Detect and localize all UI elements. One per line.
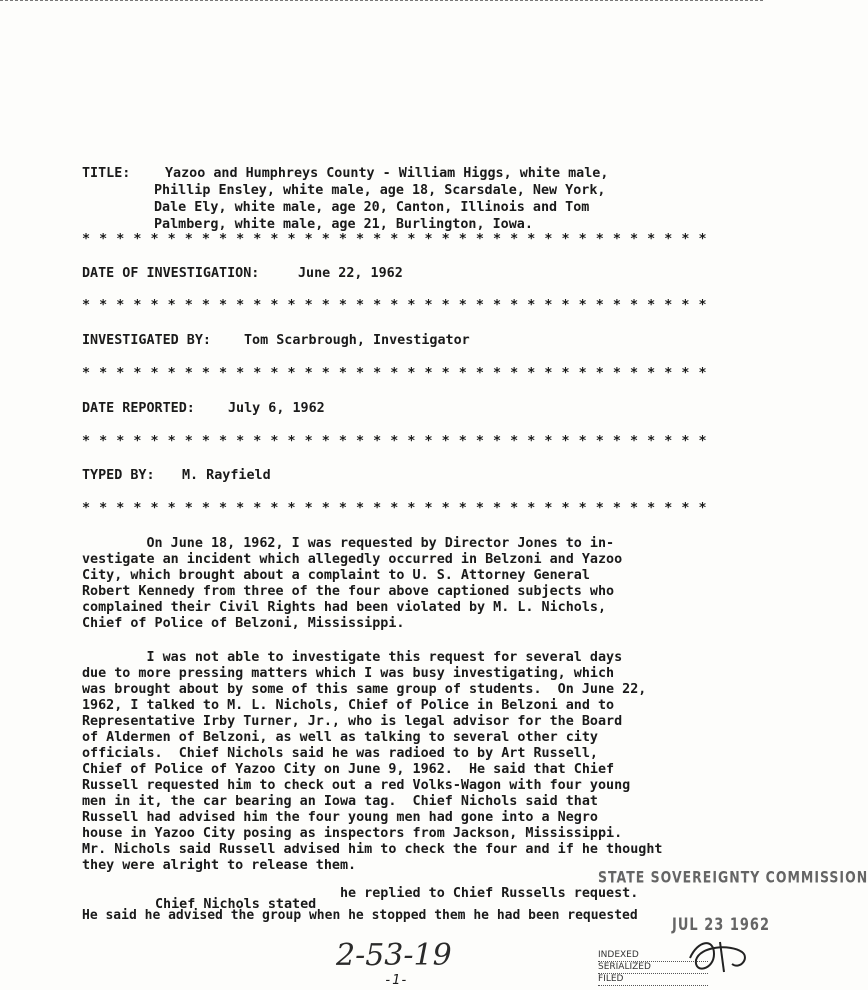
para2-line: due to more pressing matters which I was busy investigating, which bbox=[82, 666, 615, 681]
page-number: -1- bbox=[384, 973, 409, 988]
para2-line: of Aldermen of Belzoni, as well as talking to several other city bbox=[82, 730, 598, 745]
separator-2: * * * * * * * * * * * * * * * * * * * * * * * * * * * * * * * * * * * * * bbox=[82, 298, 708, 313]
typed-by-value: M. Rayfield bbox=[182, 468, 271, 483]
commission-stamp: STATE SOVEREIGNTY COMMISSION bbox=[598, 866, 868, 887]
filed-label: FILED bbox=[598, 974, 708, 986]
page-top-edge bbox=[0, 0, 763, 7]
para1-line: On June 18, 1962, I was requested by Director Jones to in- bbox=[82, 536, 615, 551]
handwritten-initials-icon bbox=[680, 930, 760, 980]
investigated-by-value: Tom Scarbrough, Investigator bbox=[244, 333, 470, 348]
separator-3: * * * * * * * * * * * * * * * * * * * * * * * * * * * * * * * * * * * * * bbox=[82, 366, 708, 381]
para2-line: 1962, I talked to M. L. Nichols, Chief of Police in Belzoni and to bbox=[82, 698, 615, 713]
para2-line: they were alright to release them. bbox=[82, 858, 357, 873]
overtype-line-a: Chief Nichols stated bbox=[155, 897, 317, 912]
overtype-line-b: he replied to Chief Russells request. bbox=[340, 886, 639, 901]
date-of-investigation-value: June 22, 1962 bbox=[298, 266, 403, 281]
indexed-label: INDEXED bbox=[598, 950, 708, 962]
para2-line: was brought about by some of this same group of students. On June 22, bbox=[82, 682, 647, 697]
serialized-label: SERIALIZED bbox=[598, 962, 708, 974]
para2-line: Russell had advised him the four young men had gone into a Negro bbox=[82, 810, 598, 825]
para2-line: Chief of Police of Yazoo City on June 9, 1962. He said that Chief bbox=[82, 762, 615, 777]
stamp-date: JUL 23 1962 bbox=[672, 915, 771, 936]
date-reported-label: DATE REPORTED: bbox=[82, 401, 195, 416]
para1-line: vestigate an incident which allegedly occurred in Belzoni and Yazoo bbox=[82, 552, 623, 567]
para2-line: I was not able to investigate this request for several days bbox=[82, 650, 623, 665]
title-line-3: Dale Ely, white male, age 20, Canton, Illinois and Tom bbox=[154, 200, 590, 215]
separator-4: * * * * * * * * * * * * * * * * * * * * * * * * * * * * * * * * * * * * * bbox=[82, 434, 708, 449]
para2-line: Russell requested him to check out a red Volks-Wagon with four young bbox=[82, 778, 631, 793]
para1-line: Chief of Police of Belzoni, Mississippi. bbox=[82, 616, 405, 631]
date-reported-value: July 6, 1962 bbox=[228, 401, 325, 416]
para1-line: City, which brought about a complaint to U. S. Attorney General bbox=[82, 568, 590, 583]
para2-line: house in Yazoo City posing as inspectors from Jackson, Mississippi. bbox=[82, 826, 623, 841]
date-of-investigation-label: DATE OF INVESTIGATION: bbox=[82, 266, 260, 281]
handwritten-file-number: 2-53-19 bbox=[336, 938, 452, 973]
typed-by-label: TYPED BY: bbox=[82, 468, 155, 483]
para2-line: men in it, the car bearing an Iowa tag. Chief Nichols said that bbox=[82, 794, 598, 809]
para1-line: Robert Kennedy from three of the four above captioned subjects who bbox=[82, 584, 615, 599]
final-line: He said he advised the group when he stopped them he had been requested bbox=[82, 908, 638, 923]
title-label: TITLE: bbox=[82, 166, 131, 181]
para1-line: complained their Civil Rights had been violated by M. L. Nichols, bbox=[82, 600, 607, 615]
investigated-by-label: INVESTIGATED BY: bbox=[82, 333, 211, 348]
separator-1: * * * * * * * * * * * * * * * * * * * * * * * * * * * * * * * * * * * * * bbox=[82, 232, 708, 247]
para2-line: Representative Irby Turner, Jr., who is legal advisor for the Board bbox=[82, 714, 623, 729]
title-line-2: Phillip Ensley, white male, age 18, Scarsdale, New York, bbox=[154, 183, 606, 198]
title-line-4: Palmberg, white male, age 21, Burlington, Iowa. bbox=[154, 217, 533, 232]
title-line-1: Yazoo and Humphreys County - William Higgs, white male, bbox=[165, 166, 609, 181]
para2-line: officials. Chief Nichols said he was radioed to by Art Russell, bbox=[82, 746, 598, 761]
separator-5: * * * * * * * * * * * * * * * * * * * * * * * * * * * * * * * * * * * * * bbox=[82, 501, 708, 516]
para2-line: Mr. Nichols said Russell advised him to check the four and if he thought bbox=[82, 842, 663, 857]
